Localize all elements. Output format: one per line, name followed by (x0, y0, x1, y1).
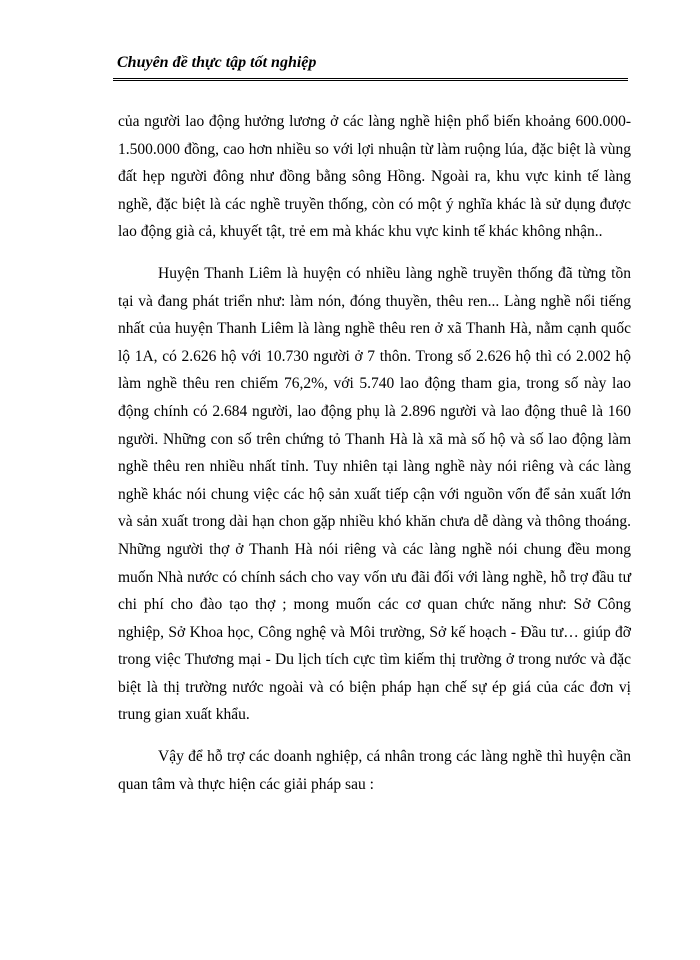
header-title: Chuyên đề thực tập tốt nghiệp (117, 54, 317, 71)
paragraph-continuation: của người lao động hưởng lương ở các làng nghề hiện phổ biến khoảng 600.000-1.500.000 đồng, cao hơn nhiều so với lợi nhuận từ làm ruộng lúa, đặc biệt là vùng đất hẹp người đông như đồng bằng sông Hồng. Ngoài ra, khu vực kinh tế làng nghề, đặc biệt là các nghề truyền thống, còn có một ý nghĩa khác là sử dụng được lao động già cả, khuyết tật, trẻ em mà khác khu vực kinh tế khác không nhận.. (118, 113, 631, 241)
paragraph-thanh-liem: Huyện Thanh Liêm là huyện có nhiều làng nghề truyền thống đã từng tồn tại và đang phát triển như: làm nón, đóng thuyền, thêu ren... Làng nghề nổi tiếng nhất của huyện Thanh Liêm là làng nghề thêu ren ở xã Thanh Hà, nằm cạnh quốc lộ 1A, có 2.626 hộ với 10.730 người ở 7 thôn. Trong số 2.626 hộ thì có 2.002 hộ làm nghề thêu ren chiếm 76,2%, với 5.740 lao động tham gia, trong số này lao động chính có 2.684 người, lao động phụ là 2.896 người và lao động thuê là 160 người. Những con số trên chứng tỏ Thanh Hà là xã mà số hộ và số lao động làm nghề thêu ren nhiều nhất tỉnh. Tuy nhiên tại làng nghề này nói riêng và các làng nghề khác nói chung việc các hộ sản xuất tiếp cận với nguồn vốn để sản xuất lớn và sản xuất trong dài hạn chon gặp nhiều khó khăn chưa dễ dàng và thông thoáng. Những người thợ ở Thanh Hà nói riêng và các làng nghề nói chung đều mong muốn Nhà nước có chính sách cho vay vốn ưu đãi đối với làng nghề, hỗ trợ đầu tư chi phí cho đào tạo thợ ; mong muốn các cơ quan chức năng như: Sở Công nghiệp, Sở Khoa học, Công nghệ và Môi trường, Sở kế hoạch - Đầu tư… giúp đỡ trong việc Thương mại - Du lịch tích cực tìm kiếm thị trường ở trong nước và đặc biệt là thị trường nước ngoài và có biện pháp hạn chế sự ép giá của các đơn vị trung gian xuất khẩu. (118, 264, 631, 724)
paragraph-solutions-intro: Vậy để hỗ trợ các doanh nghiệp, cá nhân trong các làng nghề thì huyện cần quan tâm và thực hiện các giải pháp sau : (118, 748, 631, 793)
document-body (118, 108, 631, 798)
page-header (113, 52, 628, 81)
